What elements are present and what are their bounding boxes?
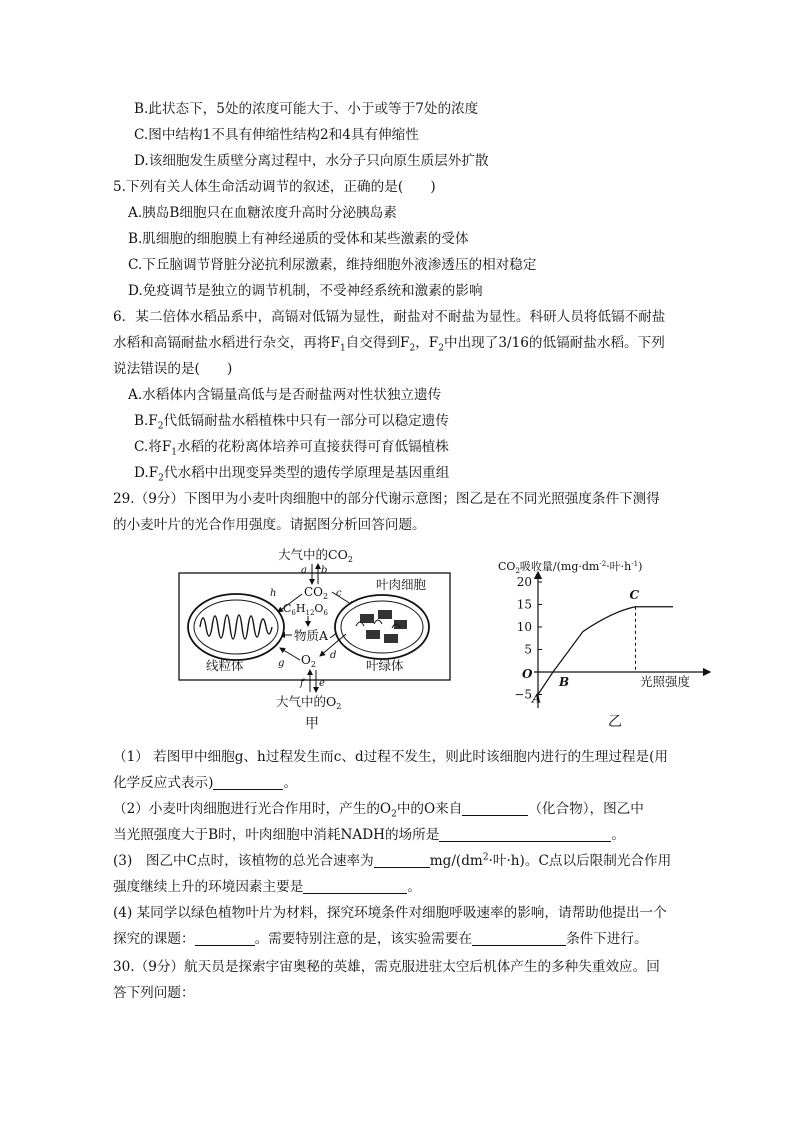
chart-ylabel: $CO_2$吸收量$/(mg\cdot dm^{-2}\cdot$叶$\cdot h^{-1}$): [498, 560, 643, 575]
label-a: a: [301, 565, 307, 576]
glucose-label: $C_6H_{12}O_6$: [283, 602, 328, 617]
y-tick-label: 10: [516, 620, 532, 634]
q29-stem-line1: 29.（9分）下图甲为小麦叶肉细胞中的部分代谢示意图；图乙是在不同光照强度条件下测得: [113, 491, 660, 507]
answer-blank-3[interactable]: [439, 827, 611, 842]
q30-stem-line1: 30.（9分）航天员是探索宇宙奥秘的英雄，需克服进驻太空后机体产生的多种失重效应。回: [113, 959, 660, 975]
label-b: b: [321, 565, 328, 576]
q6-stem-line3: 说法错误的是( ): [113, 361, 233, 377]
figure-yi-chart: [490, 548, 720, 738]
answer-blank-7[interactable]: [472, 931, 566, 946]
chloroplast: [335, 595, 429, 659]
origin-label: O: [522, 667, 533, 681]
figure-jia: [170, 542, 460, 740]
substance-a-label: 物质A: [294, 628, 329, 643]
q6-option-b: $B.F_2$代低镉耐盐水稻植株中只有一部分可以稳定遗传: [134, 413, 449, 432]
q30-stem-line2: 答下列问题：: [113, 985, 195, 1001]
atmosphere-o2-label: 大气中的$O_2$: [276, 694, 342, 711]
q5-option-d: D.免疫调节是独立的调节机制，不受神经系统和激素的影响: [128, 283, 483, 299]
co2-label: $CO_2$: [304, 585, 329, 601]
answer-blank-6[interactable]: [195, 931, 255, 946]
y-tick-label: 20: [516, 575, 532, 589]
q6-option-c: C.将$F_1$水稻的花粉离体培养可直接获得可育低镉植株: [134, 439, 449, 458]
label-g: g: [278, 658, 285, 669]
q5-option-c: C.下丘脑调节肾脏分泌抗利尿激素，维持细胞外液渗透压的相对稳定: [128, 257, 537, 273]
q29-p3-line2: 强度继续上升的环境因素主要是 。: [113, 879, 421, 895]
q6-stem-line1: 6．某二倍体水稻品系中，高镉对低镉为显性，耐盐对不耐盐为显性。科研人员将低镉不耐盐: [113, 309, 666, 325]
y-tick-label: 15: [516, 597, 532, 612]
label-d: d: [330, 650, 337, 661]
q4-option-b: B.此状态下，5处的浓度可能大于、小于或等于7处的浓度: [134, 101, 479, 117]
answer-blank-2[interactable]: [462, 801, 528, 816]
mitochondrion: [188, 594, 284, 660]
q5-option-a: A.胰岛B细胞只在血糖浓度升高时分泌胰岛素: [128, 205, 397, 221]
q29-p1-line1: （1） 若图甲中细胞g、h过程发生而c、d过程不发生，则此时该细胞内进行的生理过程是(用: [113, 749, 669, 765]
o2-label: $O_2$: [301, 653, 316, 669]
q29-stem-line2: 的小麦叶片的光合作用强度。请据图分析回答问题。: [113, 517, 426, 533]
q4-option-c: C.图中结构1不具有伸缩性结构2和4具有伸缩性: [134, 127, 419, 143]
label-f: f: [300, 678, 304, 689]
label-e: e: [319, 678, 325, 689]
chart-xlabel: 光照强度: [640, 674, 691, 689]
chloroplast-label: 叶绿体: [366, 658, 404, 673]
mesophyll-cell-label: 叶肉细胞: [376, 577, 427, 592]
figure-yi-caption: 乙: [608, 714, 622, 730]
figure-jia-caption: 甲: [305, 716, 319, 732]
label-h: h: [270, 588, 277, 599]
q5-option-b: B.肌细胞的细胞膜上有神经递质的受体和某些激素的受体: [128, 231, 469, 247]
q29-p2-line2: 当光照强度大于B时，叶肉细胞中消耗NADH的场所是 。: [113, 827, 625, 843]
q6-option-a: A.水稻体内含镉量高低与是否耐盐两对性状独立遗传: [128, 387, 442, 403]
point-label-b: B: [559, 675, 570, 689]
q29-p3-line1: (3) 图乙中C点时，该植物的总光合速率为 $mg/(dm^2\cdot$叶·h)。C点以后限制光合作用: [113, 852, 672, 869]
point-label-a: A: [532, 691, 542, 706]
atmosphere-co2-label: 大气中的$CO_2$: [278, 547, 353, 564]
q5-stem: 5.下列有关人体生命活动调节的叙述，正确的是( ): [113, 179, 436, 195]
q6-stem-line2: 水稻和高镉耐盐水稻进行杂交，再将$F_1$自交得到$F_2$，$F_2$中出现了3/16的低镉耐盐水稻。下列: [113, 335, 665, 354]
q29-p1-line2: 化学反应式表示) 。: [113, 775, 298, 791]
answer-blank-1[interactable]: [213, 775, 283, 790]
q6-option-d: $D.F_2$代水稻中出现变异类型的遗传学原理是基因重组: [134, 465, 450, 484]
answer-blank-5[interactable]: [303, 879, 407, 894]
q29-p4-line1: (4) 某同学以绿色植物叶片为材料，探究环境条件对细胞呼吸速率的影响，请帮助他提出一个: [113, 905, 667, 921]
q29-p4-line2: 探究的课题： 。需要特别注意的是，该实验需要在 条件下进行。: [113, 931, 648, 947]
answer-blank-4[interactable]: [374, 853, 430, 868]
q4-option-d: D.该细胞发生质壁分离过程中，水分子只向原生质层外扩散: [134, 153, 489, 169]
q29-p2-line1: （2）小麦叶肉细胞进行光合作用时，产生的$O_2$中的O来自 （化合物），图乙中: [113, 801, 644, 820]
point-label-c: C: [629, 587, 640, 602]
label-c: c: [336, 588, 342, 599]
mitochondrion-label: 线粒体: [206, 658, 244, 673]
y-tick-label: 5: [524, 642, 532, 657]
y-tick-label: −5: [514, 687, 532, 702]
